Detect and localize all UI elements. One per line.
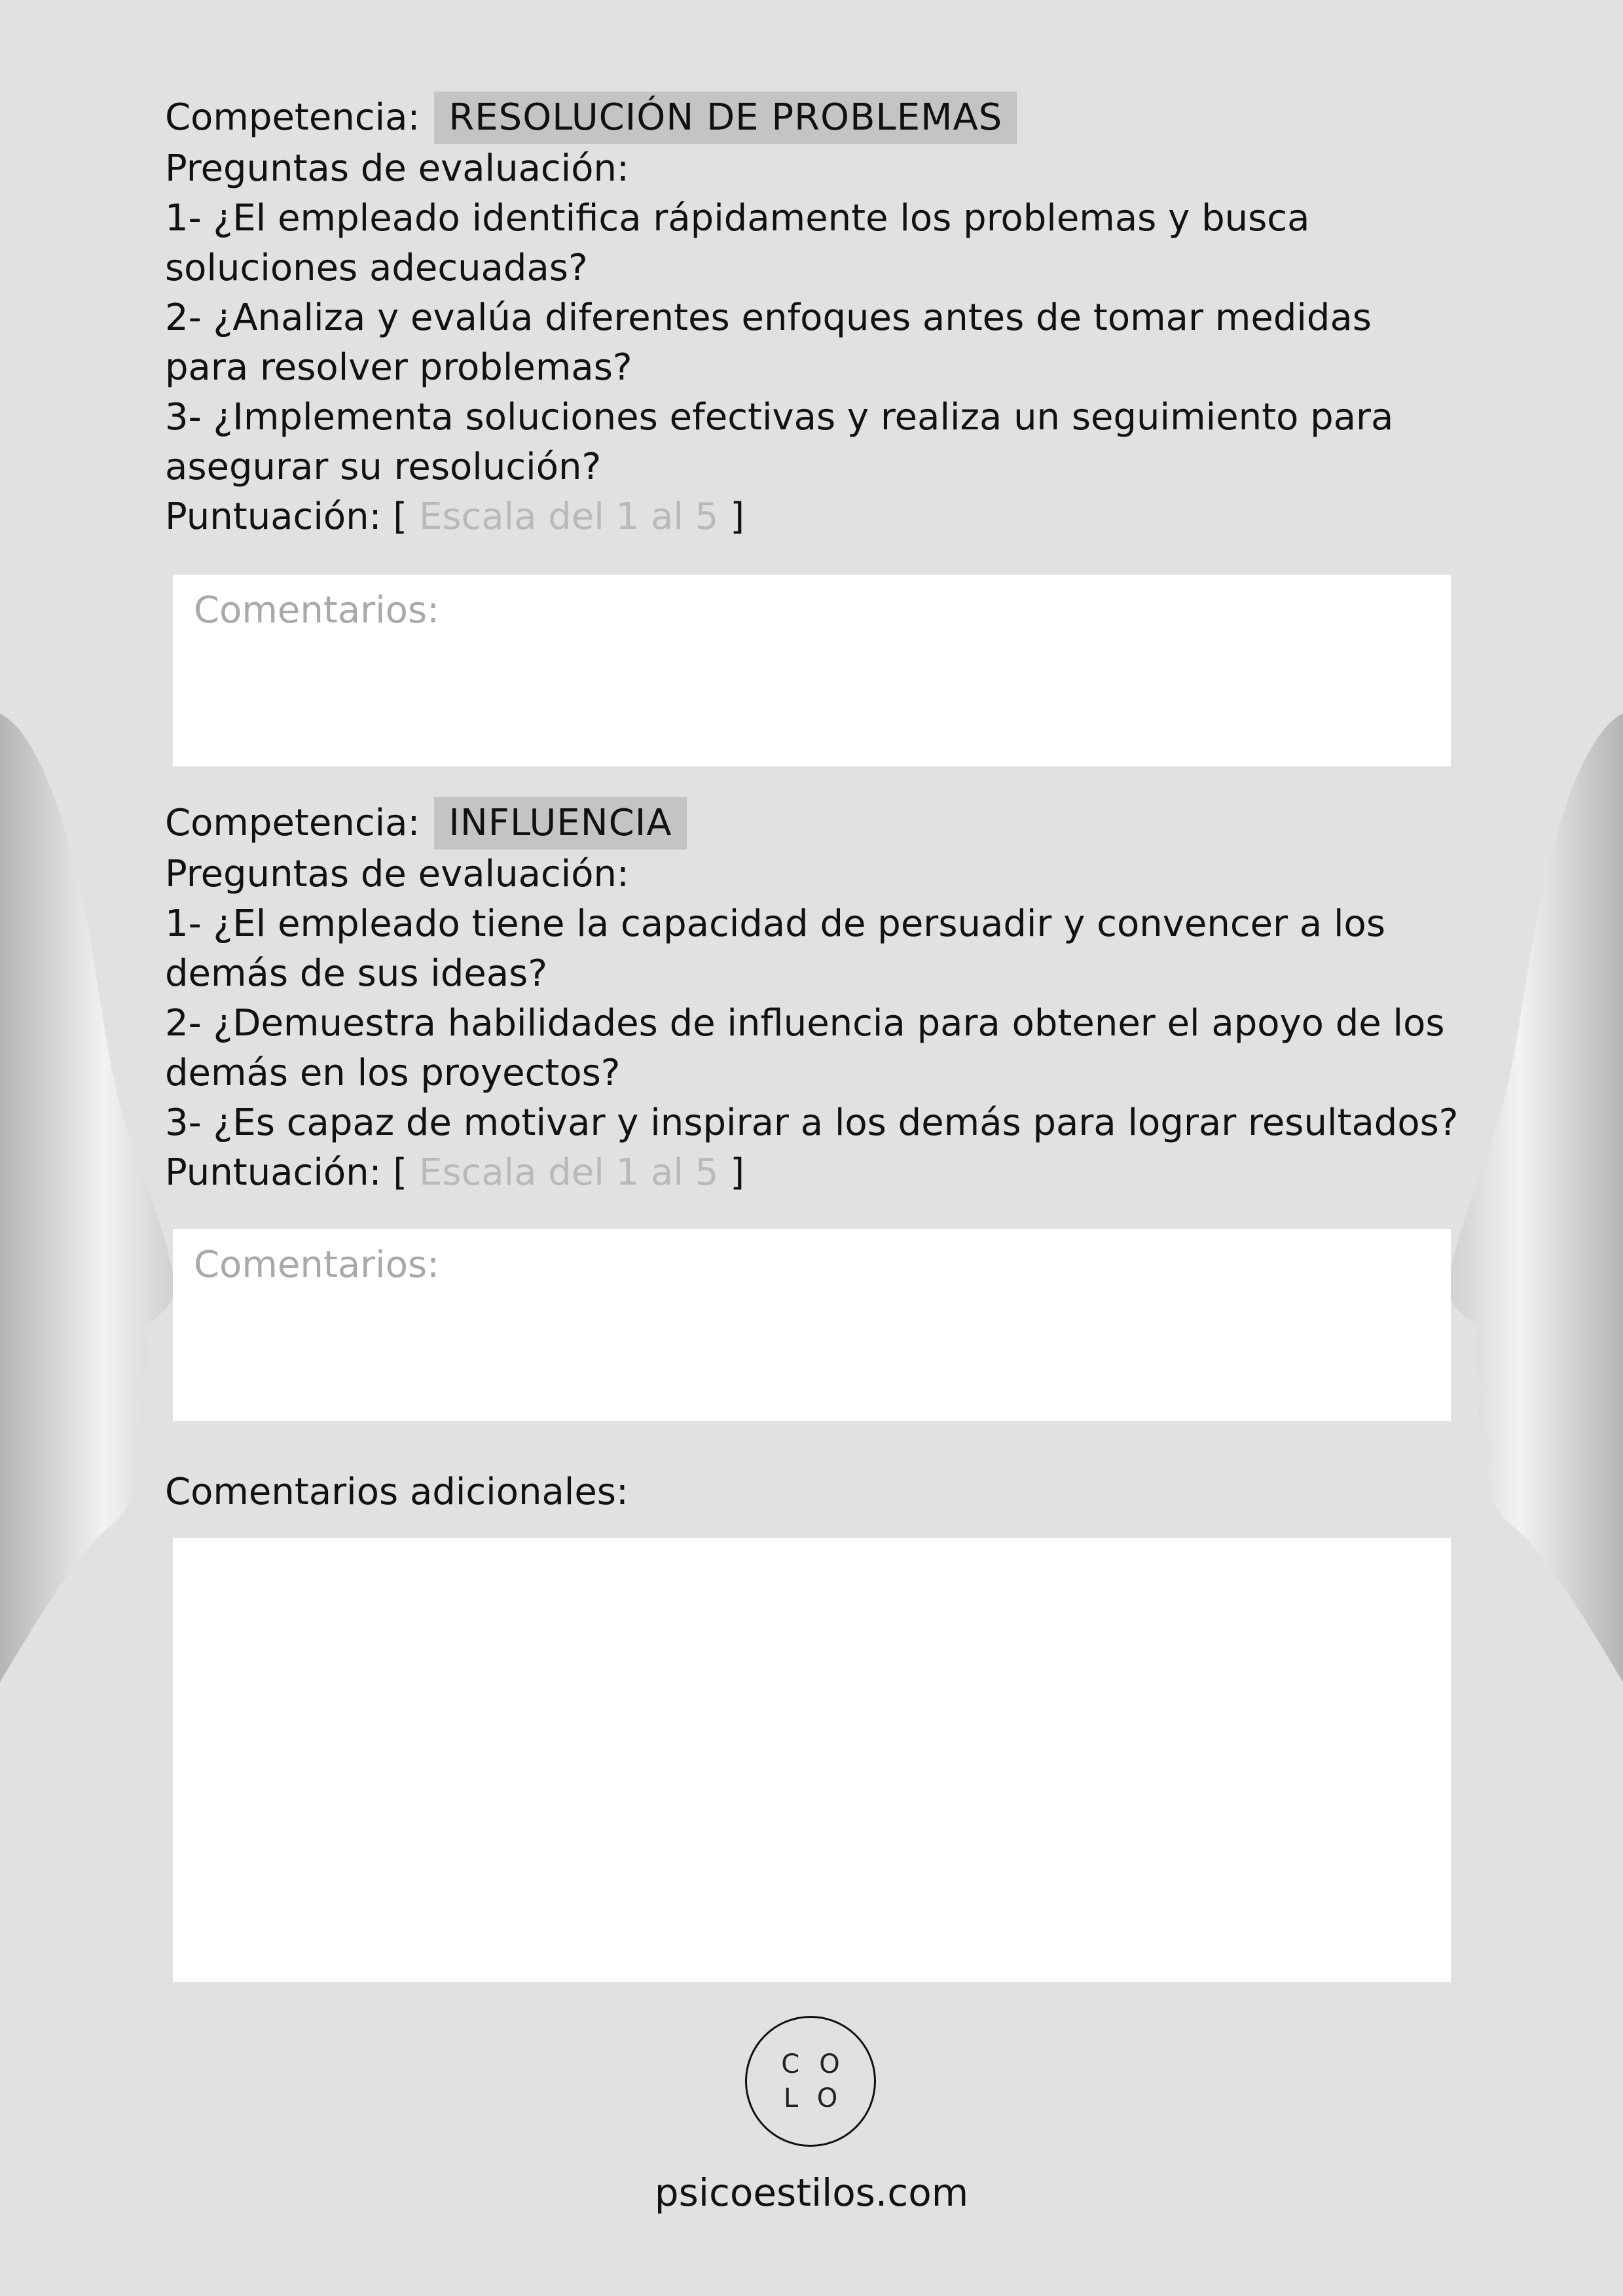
competency-section-2	[165, 797, 1494, 1198]
website-link[interactable]: psicoestilos.com	[654, 2170, 969, 2215]
logo-text-row-1: CO	[781, 2049, 860, 2079]
question-line: soluciones adecuadas?	[165, 247, 588, 289]
evaluation-content	[165, 92, 1494, 542]
score-scale-field[interactable]: Escala del 1 al 5	[418, 495, 719, 538]
competency-row	[165, 92, 1494, 144]
score-bracket-close: ]	[730, 495, 745, 538]
additional-comments-label: Comentarios adicionales:	[165, 1471, 629, 1513]
question-line: 1- ¿El empleado tiene la capacidad de persuadir y convencer a los	[165, 903, 1385, 945]
question-line: 2- ¿Demuestra habilidades de influencia para obtener el apoyo de los	[165, 1002, 1445, 1045]
score-line	[165, 1148, 1494, 1198]
competency-name-badge: RESOLUCIÓN DE PROBLEMAS	[434, 92, 1017, 144]
competency-name-badge: INFLUENCIA	[434, 797, 686, 850]
score-scale-field[interactable]: Escala del 1 al 5	[418, 1151, 719, 1194]
question-line: 2- ¿Analiza y evalúa diferentes enfoques antes de tomar medidas	[165, 296, 1372, 339]
logo-text-row-2: LO	[783, 2083, 858, 2113]
colo-logo	[745, 2016, 876, 2147]
question-line: demás en los proyectos?	[165, 1052, 621, 1094]
comments-box-2[interactable]	[173, 1229, 1451, 1421]
competency-label: Competencia:	[165, 96, 420, 139]
comments-placeholder: Comentarios:	[194, 589, 440, 632]
score-label: Puntuación: [	[165, 495, 408, 538]
score-label: Puntuación: [	[165, 1151, 408, 1194]
competency-section-1	[165, 92, 1494, 542]
question-line: 1- ¿El empleado identifica rápidamente los problemas y busca	[165, 197, 1310, 240]
question-line: 3- ¿Es capaz de motivar y inspirar a los demás para lograr resultados?	[165, 1102, 1459, 1144]
questions-label: Preguntas de evaluación:	[165, 147, 629, 190]
question-line: 3- ¿Implementa soluciones efectivas y realiza un seguimiento para	[165, 396, 1394, 439]
competency-row	[165, 797, 1494, 850]
competency-label: Competencia:	[165, 802, 420, 844]
score-line	[165, 492, 1494, 542]
question-line: asegurar su resolución?	[165, 446, 602, 488]
evaluation-content-2	[165, 797, 1494, 1198]
face-profile-left-image	[0, 713, 183, 1682]
score-bracket-close: ]	[730, 1151, 745, 1194]
additional-comments-box[interactable]	[173, 1538, 1451, 1982]
question-line: demás de sus ideas?	[165, 952, 548, 995]
questions-label: Preguntas de evaluación:	[165, 853, 629, 895]
question-line: para resolver problemas?	[165, 346, 632, 389]
comments-box-1[interactable]	[173, 575, 1451, 766]
comments-placeholder: Comentarios:	[194, 1244, 440, 1286]
